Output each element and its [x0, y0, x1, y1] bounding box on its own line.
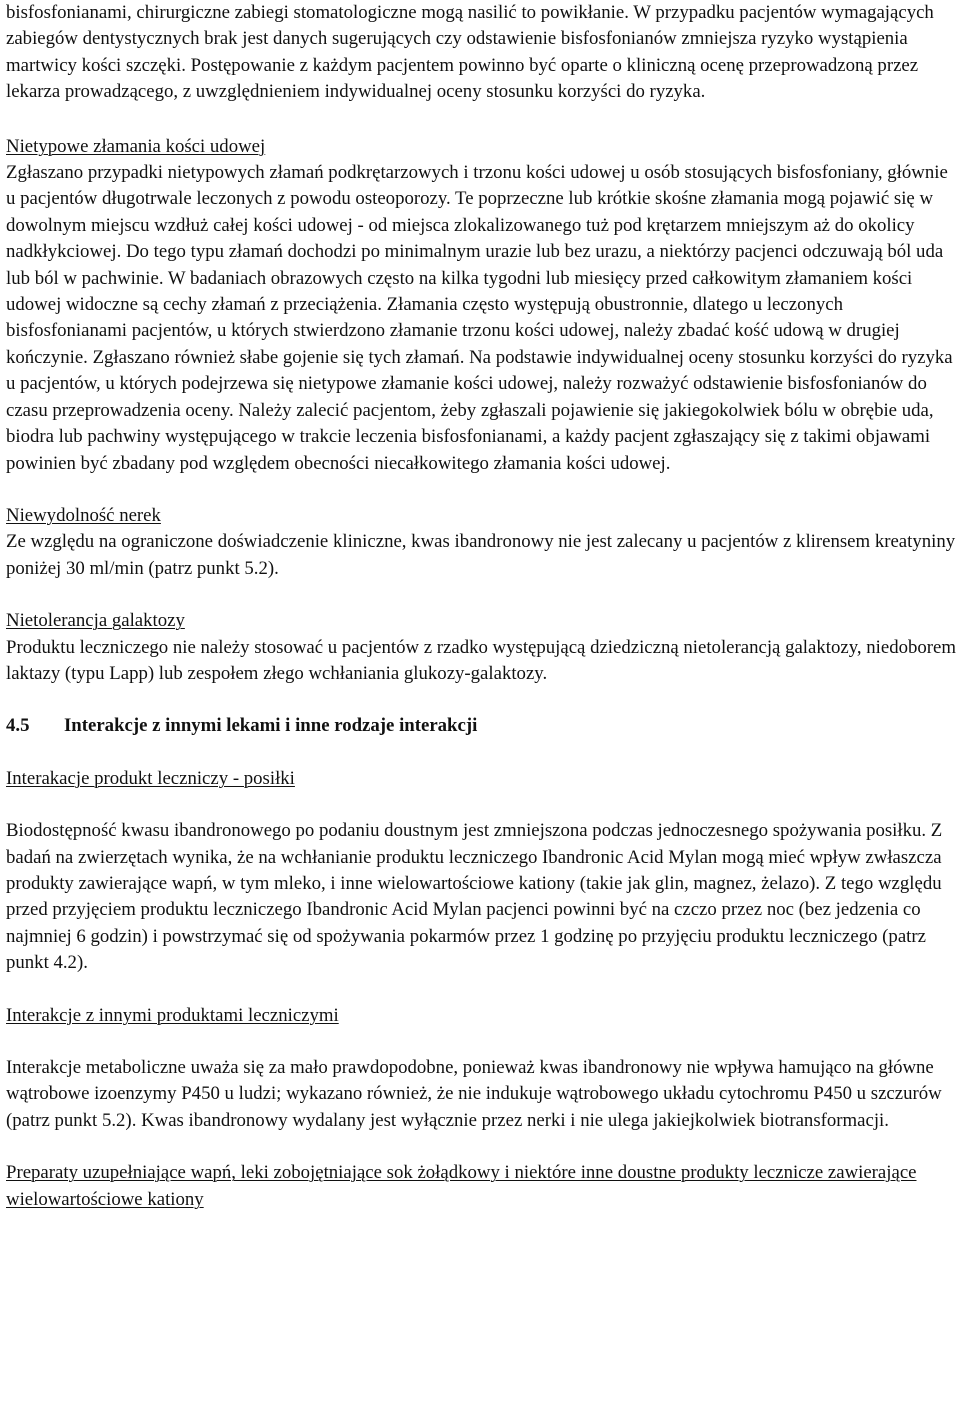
- spacer: [6, 740, 958, 766]
- spacer: [6, 582, 958, 608]
- spacer: [6, 792, 958, 818]
- spacer: [6, 687, 958, 713]
- spacer: [6, 977, 958, 1003]
- section-4-5-heading: [6, 713, 958, 739]
- renal-failure-heading: Niewydolność nerek: [6, 504, 161, 526]
- food-interactions-body: Biodostępność kwasu ibandronowego po podaniu doustnym jest zmniejszona podczas jednoczesnego spożywania posiłku. Z badań na zwierzętach wynika, że na wchłanianie produktu leczniczego Ibandronic Acid Mylan mogą mieć wpływ zwłaszcza produkty zawierające wapń, w tym mleko, i inne wielowartościowe kationy (takie jak glin, magnez, żelazo). Z tego względu przed przyjęciem produktu leczniczego Ibandronic Acid Mylan pacjenci powinni być na czczo przez noc (bez jedzenia co najmniej 6 godzin) i powstrzymać się od spożywania pokarmów przez 1 godzinę po przyjęciu produktu leczniczego (patrz punkt 4.2).: [6, 820, 943, 974]
- galactose-intolerance-body: Produktu leczniczego nie należy stosować u pacjentów z rzadko występującą dziedziczną nietolerancją galaktozy, niedoborem laktazy (typu Lapp) lub zespołem złego wchłaniania glukozy-galaktozy.: [6, 636, 956, 684]
- calcium-antacids-heading: Preparaty uzupełniające wapń, leki zobojętniające sok żołądkowy i niektóre inne doustne produkty lecznicze zawierające wielowartościowe kationy: [6, 1162, 917, 1210]
- food-interactions-heading: Interakacje produkt leczniczy - posiłki: [6, 767, 295, 789]
- drug-interactions-body: Interakcje metaboliczne uważa się za mało prawdopodobne, ponieważ kwas ibandronowy nie wpływa hamująco na główne wątrobowe izoenzymy P450 u ludzi; wykazano również, że nie indukuje wątrobowego układu cytochromu P450 u szczurów (patrz punkt 5.2). Kwas ibandronowy wydalany jest wyłącznie przez nerki i nie ulega jakiejkolwiek biotransformacji.: [6, 1057, 942, 1131]
- spacer: [6, 1134, 958, 1160]
- spacer: [6, 477, 958, 503]
- femur-fracture-body: Zgłaszano przypadki nietypowych złamań podkrętarzowych i trzonu kości udowej u osób stosujących bisfosfoniany, głównie u pacjentów długotrwale leczonych z powodu osteoporozy. Te poprzeczne lub krótkie skośne złamania mogą pojawić się w dowolnym miejscu wzdłuż całej kości udowej - od miejsca zlokalizowanego tuż pod krętarzem mniejszym aż do okolicy nadkłykciowej. Do tego typu złamań dochodzi po minimalnym urazie lub bez urazu, a niektórzy pacjenci odczuwają ból uda lub ból w pachwinie. W badaniach obrazowych często na kilka tygodni lub miesięcy przed całkowitym złamaniem kości udowej widoczne są cechy złamań z przeciążenia. Złamania często występują obustronnie, dlatego u leczonych bisfosfonianami pacjentów, u których stwierdzono złamanie trzonu kości udowej, należy zbadać kość udową w drugiej kończynie. Zgłaszano również słabe gojenie się tych złamań. Na podstawie indywidualnej oceny stosunku korzyści do ryzyka u pacjentów, u których podejrzewa się nietypowe złamanie kości udowej, należy rozważyć odstawienie bisfosfonianów do czasu przeprowadzenia oceny. Należy zalecić pacjentom, żeby zgłaszali pojawienie się jakiegokolwiek bólu w obrębie uda, biodra lub pachwiny występującego w trakcie leczenia bisfosfonianami, a każdy pacjent zgłaszający się z takimi objawami powinien być zbadany pod względem obecności niecałkowitego złamania kości udowej.: [6, 162, 953, 474]
- renal-failure-body: Ze względu na ograniczone doświadczenie kliniczne, kwas ibandronowy nie jest zalecany u pacjentów z klirensem kreatyniny poniżej 30 ml/min (patrz punkt 5.2).: [6, 531, 956, 579]
- galactose-intolerance-heading: Nietolerancja galaktozy: [6, 610, 185, 632]
- section-number: 4.5: [6, 715, 30, 737]
- document-page: [6, 0, 958, 1213]
- intro-paragraph: bisfosfonianami, chirurgiczne zabiegi stomatologiczne mogą nasilić to powikłanie. W przypadku pacjentów wymagających zabiegów dentystycznych brak jest danych sugerujących czy odstawienie bisfosfonianów zmniejsza ryzyko wystąpienia martwicy kości szczęki. Postępowanie z każdym pacjentem powinno być oparte o kliniczną ocenę przeprowadzoną przez lekarza prowadzącego, z uwzględnieniem indywidualnej oceny stosunku korzyści do ryzyka.: [6, 2, 934, 103]
- section-title: Interakcje z innymi lekami i inne rodzaje interakcji: [64, 715, 478, 737]
- spacer: [6, 106, 958, 134]
- spacer: [6, 1029, 958, 1055]
- femur-fracture-heading: Nietypowe złamania kości udowej: [6, 135, 266, 157]
- drug-interactions-heading: Interakcje z innymi produktami leczniczymi: [6, 1004, 339, 1026]
